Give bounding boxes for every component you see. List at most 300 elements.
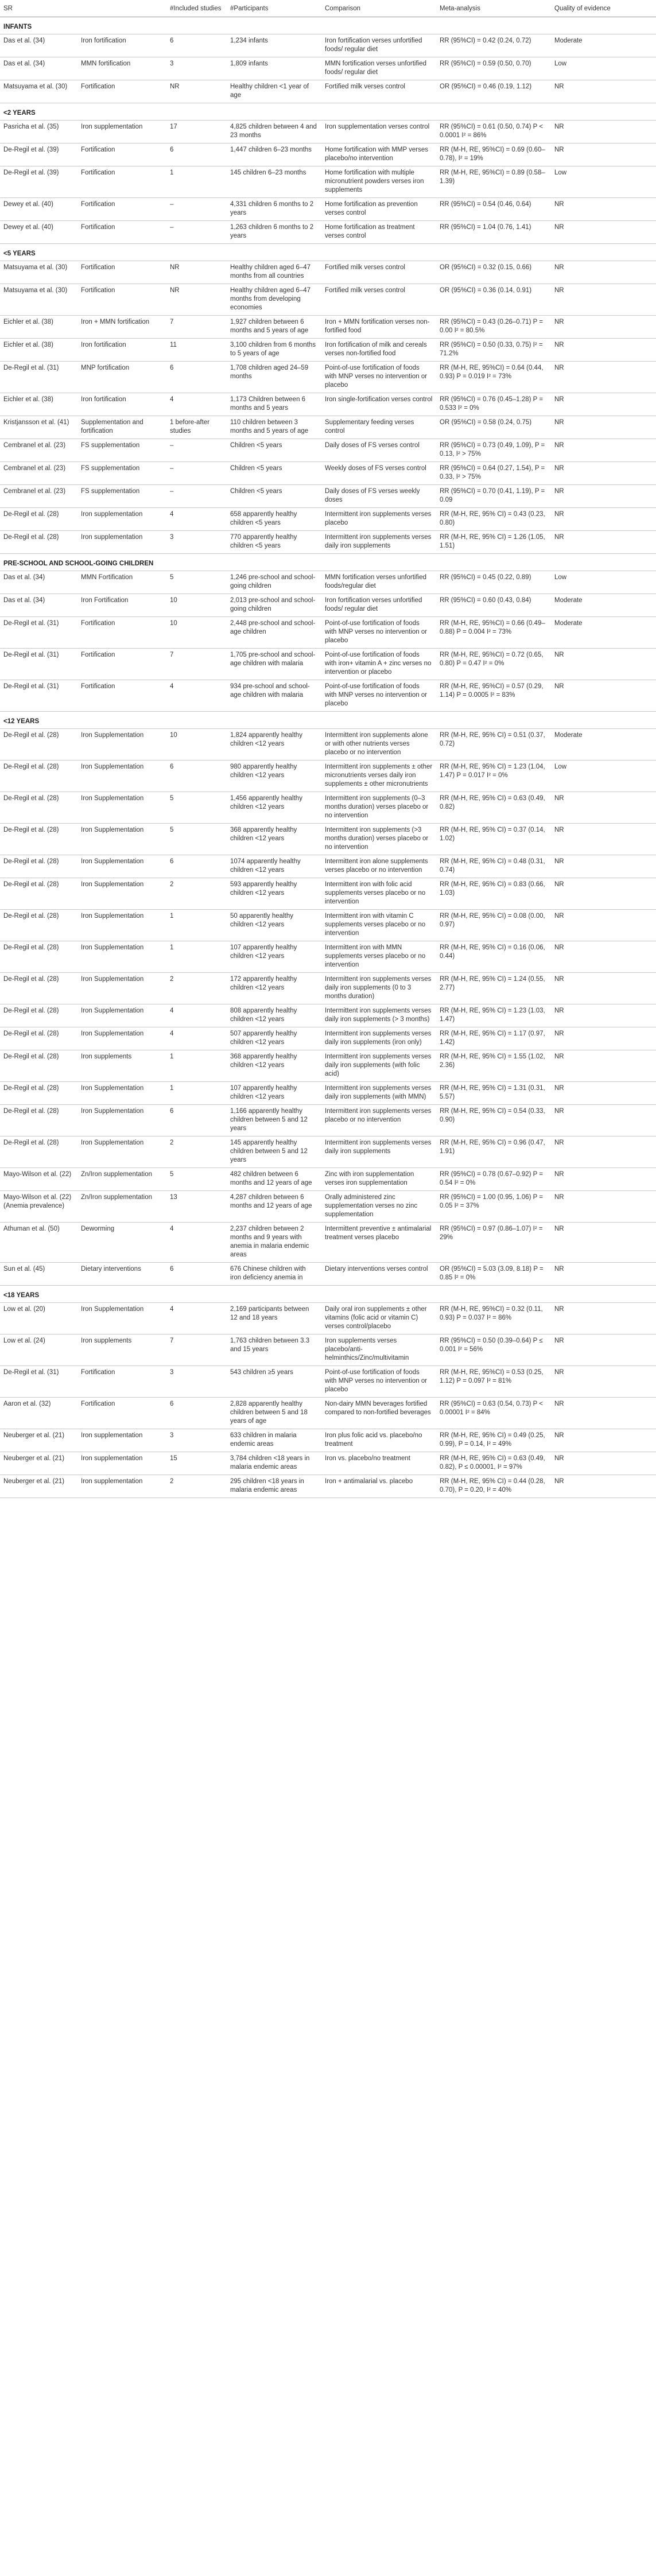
cell-comparison: Fortified milk verses control <box>321 284 436 316</box>
cell-sr: De-Regil et al. (28) <box>0 729 77 761</box>
table-row <box>0 416 656 439</box>
cell-meta-analysis: RR (95%CI) = 0.50 (0.39–0.64) P ≤ 0.001 I² = 56% <box>436 1334 551 1366</box>
cell-comparison: Intermittent preventive ± antimalarial treatment verses placebo <box>321 1223 436 1263</box>
cell-included-studies: 4 <box>166 1303 227 1334</box>
table-row <box>0 261 656 284</box>
cell-sr: De-Regil et al. (28) <box>0 792 77 824</box>
section-row <box>0 554 656 571</box>
cell-meta-analysis: RR (M-H, RE, 95% CI) = 0.54 (0.33, 0.90) <box>436 1105 551 1136</box>
cell-participants: 593 apparently healthy children <12 years <box>227 878 321 910</box>
cell-comparison: Point-of-use fortification of foods with MNP verses no intervention or placebo <box>321 680 436 712</box>
cell-meta-analysis: RR (95%CI) = 0.42 (0.24, 0.72) <box>436 34 551 57</box>
cell-sr: Low et al. (24) <box>0 1334 77 1366</box>
section-row <box>0 17 656 34</box>
cell-participants: Healthy children aged 6–47 months from all countries <box>227 261 321 284</box>
cell-comparison: Iron fortification verses unfortified foods/ regular diet <box>321 34 436 57</box>
cell-comparison: Dietary interventions verses control <box>321 1263 436 1286</box>
cell-comparison: Home fortification as treatment verses control <box>321 221 436 244</box>
cell-included-studies: – <box>166 462 227 485</box>
cell-intervention: Iron supplementation <box>77 121 166 143</box>
cell-participants: 1,234 infants <box>227 34 321 57</box>
cell-included-studies: 6 <box>166 855 227 878</box>
cell-intervention: Zn/Iron supplementation <box>77 1168 166 1191</box>
cell-participants: 482 children between 6 months and 12 years of age <box>227 1168 321 1191</box>
cell-sr: De-Regil et al. (28) <box>0 878 77 910</box>
table-row <box>0 34 656 57</box>
cell-intervention: Iron supplementation <box>77 1475 166 1498</box>
cell-comparison: Intermittent iron supplements verses daily iron supplements (iron only) <box>321 1027 436 1050</box>
cell-quality: NR <box>551 1366 656 1398</box>
cell-participants: 633 children in malaria endemic areas <box>227 1429 321 1452</box>
cell-quality: NR <box>551 855 656 878</box>
cell-comparison: Point-of-use fortification of foods with MNP verses no intervention or placebo <box>321 362 436 393</box>
cell-included-studies: – <box>166 221 227 244</box>
cell-quality: NR <box>551 1191 656 1223</box>
cell-participants: Healthy children <1 year of age <box>227 80 321 103</box>
cell-meta-analysis: RR (M-H, RE, 95% CI) = 0.16 (0.06, 0.44) <box>436 941 551 973</box>
cell-participants: 2,448 pre-school and school-age children <box>227 617 321 649</box>
cell-comparison: Home fortification with multiple micronutrient powders verses iron supplements <box>321 166 436 198</box>
cell-comparison: Intermittent iron alone supplements verses placebo or no intervention <box>321 855 436 878</box>
table-row <box>0 1263 656 1286</box>
cell-intervention: Fortification <box>77 1398 166 1429</box>
cell-included-studies: 6 <box>166 1105 227 1136</box>
cell-participants: 980 apparently healthy children <12 years <box>227 761 321 792</box>
cell-included-studies: 4 <box>166 1027 227 1050</box>
table-row <box>0 393 656 416</box>
table-row <box>0 1027 656 1050</box>
cell-intervention: Iron Supplementation <box>77 729 166 761</box>
cell-intervention: Iron Supplementation <box>77 941 166 973</box>
cell-sr: Dewey et al. (40) <box>0 198 77 221</box>
cell-comparison: Weekly doses of FS verses control <box>321 462 436 485</box>
table-row <box>0 57 656 80</box>
cell-sr: De-Regil et al. (28) <box>0 1105 77 1136</box>
header-quality: Quality of evidence <box>551 0 656 17</box>
table-row <box>0 143 656 166</box>
cell-quality: NR <box>551 649 656 680</box>
cell-participants: 1,763 children between 3.3 and 15 years <box>227 1334 321 1366</box>
table-row <box>0 198 656 221</box>
cell-participants: 2,237 children between 2 months and 9 years with anemia in malaria endemic areas <box>227 1223 321 1263</box>
table-row <box>0 485 656 508</box>
cell-participants: 295 children <18 years in malaria endemic areas <box>227 1475 321 1498</box>
cell-participants: 3,784 children <18 years in malaria endemic areas <box>227 1452 321 1475</box>
cell-participants: 145 apparently healthy children between 5 and 12 years <box>227 1136 321 1168</box>
cell-meta-analysis: RR (95%CI) = 0.45 (0.22, 0.89) <box>436 571 551 594</box>
cell-participants: 4,331 children 6 months to 2 years <box>227 198 321 221</box>
table-row <box>0 878 656 910</box>
cell-sr: Das et al. (34) <box>0 571 77 594</box>
cell-included-studies: 6 <box>166 34 227 57</box>
cell-intervention: Deworming <box>77 1223 166 1263</box>
cell-comparison: Intermittent iron with vitamin C supplements verses placebo or no intervention <box>321 910 436 941</box>
table-row <box>0 508 656 531</box>
cell-quality: NR <box>551 261 656 284</box>
cell-included-studies: 2 <box>166 1475 227 1498</box>
cell-sr: De-Regil et al. (39) <box>0 143 77 166</box>
cell-quality: NR <box>551 416 656 439</box>
cell-meta-analysis: OR (95%CI) = 0.36 (0.14, 0.91) <box>436 284 551 316</box>
cell-comparison: MMN fortification verses unfortified foods/regular diet <box>321 571 436 594</box>
cell-intervention: Iron supplementation <box>77 1429 166 1452</box>
cell-meta-analysis: RR (95%CI) = 0.97 (0.86–1.07) I² = 29% <box>436 1223 551 1263</box>
cell-sr: Matsuyama et al. (30) <box>0 284 77 316</box>
section-title: <12 YEARS <box>0 712 656 729</box>
cell-intervention: Iron supplementation <box>77 1452 166 1475</box>
cell-meta-analysis: OR (95%CI) = 0.58 (0.24, 0.75) <box>436 416 551 439</box>
cell-sr: De-Regil et al. (31) <box>0 680 77 712</box>
table-row <box>0 761 656 792</box>
cell-comparison: Intermittent iron supplements verses daily iron supplements (with MMN) <box>321 1082 436 1105</box>
cell-sr: Eichler et al. (38) <box>0 393 77 416</box>
cell-meta-analysis: RR (95%CI) = 0.60 (0.43, 0.84) <box>436 594 551 617</box>
table-row <box>0 1475 656 1498</box>
cell-participants: 2,013 pre-school and school-going children <box>227 594 321 617</box>
cell-sr: Cembranel et al. (23) <box>0 485 77 508</box>
cell-intervention: FS supplementation <box>77 439 166 462</box>
cell-sr: Kristjansson et al. (41) <box>0 416 77 439</box>
cell-meta-analysis: RR (95%CI) = 0.50 (0.33, 0.75) I² = 71.2% <box>436 339 551 362</box>
cell-intervention: Iron Supplementation <box>77 910 166 941</box>
cell-comparison: Iron plus folic acid vs. placebo/no treatment <box>321 1429 436 1452</box>
cell-included-studies: 4 <box>166 1223 227 1263</box>
table-row <box>0 1050 656 1082</box>
cell-comparison: Intermittent iron supplements verses daily iron supplements (0 to 3 months duration) <box>321 973 436 1004</box>
cell-meta-analysis: RR (95%CI) = 0.63 (0.54, 0.73) P < 0.00001 I² = 84% <box>436 1398 551 1429</box>
cell-sr: De-Regil et al. (28) <box>0 910 77 941</box>
cell-meta-analysis: OR (95%CI) = 5.03 (3.09, 8.18) P = 0.85 I² = 0% <box>436 1263 551 1286</box>
cell-intervention: Iron Supplementation <box>77 878 166 910</box>
cell-intervention: Iron supplementation <box>77 531 166 554</box>
cell-sr: De-Regil et al. (31) <box>0 617 77 649</box>
cell-participants: 934 pre-school and school-age children with malaria <box>227 680 321 712</box>
cell-sr: Das et al. (34) <box>0 57 77 80</box>
cell-sr: De-Regil et al. (28) <box>0 508 77 531</box>
header-included-studies: #Included studies <box>166 0 227 17</box>
cell-intervention: Iron supplements <box>77 1334 166 1366</box>
table-row <box>0 973 656 1004</box>
cell-comparison: Intermittent iron supplements alone or with other nutrients verses placebo or no intervention <box>321 729 436 761</box>
cell-quality: NR <box>551 878 656 910</box>
cell-included-studies: 2 <box>166 973 227 1004</box>
cell-intervention: Iron supplements <box>77 1050 166 1082</box>
cell-quality: NR <box>551 1082 656 1105</box>
cell-intervention: Iron Supplementation <box>77 792 166 824</box>
cell-quality: NR <box>551 393 656 416</box>
cell-participants: 145 children 6–23 months <box>227 166 321 198</box>
cell-intervention: Supplementation and fortification <box>77 416 166 439</box>
cell-included-studies: 1 <box>166 166 227 198</box>
cell-quality: NR <box>551 1263 656 1286</box>
cell-sr: Low et al. (20) <box>0 1303 77 1334</box>
cell-intervention: Iron Supplementation <box>77 1105 166 1136</box>
cell-meta-analysis: RR (M-H, RE, 95% CI) = 0.37 (0.14, 1.02) <box>436 824 551 855</box>
cell-comparison: Intermittent iron supplements verses placebo <box>321 508 436 531</box>
cell-participants: 4,825 children between 4 and 23 months <box>227 121 321 143</box>
table-row <box>0 339 656 362</box>
cell-participants: 1,705 pre-school and school-age children with malaria <box>227 649 321 680</box>
cell-comparison: Iron vs. placebo/no treatment <box>321 1452 436 1475</box>
cell-included-studies: 4 <box>166 508 227 531</box>
cell-quality: NR <box>551 121 656 143</box>
cell-included-studies: 7 <box>166 1334 227 1366</box>
cell-sr: Aaron et al. (32) <box>0 1398 77 1429</box>
cell-sr: Eichler et al. (38) <box>0 316 77 339</box>
cell-meta-analysis: RR (M-H, RE, 95% CI) = 1.23 (1.03, 1.47) <box>436 1004 551 1027</box>
cell-intervention: Fortification <box>77 617 166 649</box>
cell-included-studies: 6 <box>166 143 227 166</box>
cell-participants: 107 apparently healthy children <12 years <box>227 1082 321 1105</box>
cell-comparison: Home fortification as prevention verses control <box>321 198 436 221</box>
cell-included-studies: 5 <box>166 792 227 824</box>
table-row <box>0 910 656 941</box>
cell-participants: 676 Chinese children with iron deficiency anemia in <box>227 1263 321 1286</box>
cell-intervention: MMN Fortification <box>77 571 166 594</box>
table-body <box>0 17 656 1498</box>
cell-intervention: Fortification <box>77 1366 166 1398</box>
table-row <box>0 121 656 143</box>
table-row <box>0 941 656 973</box>
cell-meta-analysis: RR (95%CI) = 0.64 (0.27, 1.54), P = 0.33, I² > 75% <box>436 462 551 485</box>
cell-quality: NR <box>551 508 656 531</box>
cell-comparison: Point-of-use fortification of foods with MNP verses no intervention or placebo <box>321 617 436 649</box>
cell-meta-analysis: RR (M-H, RE, 95% CI) = 1.24 (0.55, 2.77) <box>436 973 551 1004</box>
cell-sr: Neuberger et al. (21) <box>0 1429 77 1452</box>
section-title: PRE-SCHOOL AND SCHOOL-GOING CHILDREN <box>0 554 656 571</box>
cell-participants: 507 apparently healthy children <12 years <box>227 1027 321 1050</box>
cell-intervention: FS supplementation <box>77 485 166 508</box>
cell-meta-analysis: RR (95%CI) = 0.59 (0.50, 0.70) <box>436 57 551 80</box>
cell-participants: 110 children between 3 months and 5 years of age <box>227 416 321 439</box>
cell-quality: Low <box>551 761 656 792</box>
cell-included-studies: 3 <box>166 57 227 80</box>
cell-included-studies: 13 <box>166 1191 227 1223</box>
table-row <box>0 855 656 878</box>
cell-included-studies: NR <box>166 80 227 103</box>
table-row <box>0 594 656 617</box>
header-participants: #Participants <box>227 0 321 17</box>
table-row <box>0 362 656 393</box>
cell-intervention: Fortification <box>77 284 166 316</box>
cell-meta-analysis: OR (95%CI) = 0.32 (0.15, 0.66) <box>436 261 551 284</box>
cell-quality: NR <box>551 1050 656 1082</box>
cell-meta-analysis: RR (M-H, RE, 95% CI) = 0.49 (0.25, 0.99), P = 0.14, I² = 49% <box>436 1429 551 1452</box>
cell-participants: 172 apparently healthy children <12 years <box>227 973 321 1004</box>
cell-quality: NR <box>551 439 656 462</box>
cell-sr: De-Regil et al. (28) <box>0 973 77 1004</box>
cell-quality: Moderate <box>551 594 656 617</box>
cell-meta-analysis: RR (95%CI) = 0.70 (0.41, 1.19), P = 0.09 <box>436 485 551 508</box>
cell-comparison: Intermittent iron supplements verses daily iron supplements <box>321 531 436 554</box>
header-sr: SR <box>0 0 77 17</box>
cell-meta-analysis: RR (M-H, RE, 95% CI) = 1.31 (0.31, 5.57) <box>436 1082 551 1105</box>
cell-intervention: Fortification <box>77 80 166 103</box>
cell-comparison: Iron fortification verses unfortified foods/ regular diet <box>321 594 436 617</box>
table-row <box>0 729 656 761</box>
cell-included-studies: 11 <box>166 339 227 362</box>
cell-participants: 50 apparently healthy children <12 years <box>227 910 321 941</box>
cell-participants: 3,100 children from 6 months to 5 years of age <box>227 339 321 362</box>
cell-quality: NR <box>551 910 656 941</box>
cell-intervention: MMN fortification <box>77 57 166 80</box>
cell-included-studies: NR <box>166 284 227 316</box>
cell-participants: 1,824 apparently healthy children <12 years <box>227 729 321 761</box>
cell-participants: 1,708 children aged 24–59 months <box>227 362 321 393</box>
cell-sr: Eichler et al. (38) <box>0 339 77 362</box>
section-row <box>0 1286 656 1303</box>
cell-sr: Mayo-Wilson et al. (22) <box>0 1168 77 1191</box>
cell-meta-analysis: RR (M-H, RE, 95%CI) = 0.53 (0.25, 1.12) P = 0.097 I² = 81% <box>436 1366 551 1398</box>
cell-included-studies: – <box>166 198 227 221</box>
cell-meta-analysis: RR (M-H, RE, 95% CI) = 1.55 (1.02, 2.36) <box>436 1050 551 1082</box>
cell-quality: NR <box>551 792 656 824</box>
cell-sr: Matsuyama et al. (30) <box>0 261 77 284</box>
cell-included-studies: 10 <box>166 729 227 761</box>
cell-meta-analysis: RR (M-H, RE, 95% CI) = 0.43 (0.23, 0.80) <box>436 508 551 531</box>
cell-comparison: Daily oral iron supplements ± other vitamins (folic acid or vitamin C) verses control/placebo <box>321 1303 436 1334</box>
cell-participants: 1,263 children 6 months to 2 years <box>227 221 321 244</box>
cell-meta-analysis: RR (M-H, RE, 95% CI) = 1.17 (0.97, 1.42) <box>436 1027 551 1050</box>
cell-comparison: Intermittent iron supplements verses daily iron supplements (> 3 months) <box>321 1004 436 1027</box>
cell-sr: De-Regil et al. (39) <box>0 166 77 198</box>
table-row <box>0 284 656 316</box>
cell-intervention: Iron fortification <box>77 393 166 416</box>
cell-meta-analysis: RR (M-H, RE, 95% CI) = 0.63 (0.49, 0.82), P ≤ 0.00001, I² = 97% <box>436 1452 551 1475</box>
cell-sr: De-Regil et al. (28) <box>0 1082 77 1105</box>
cell-quality: NR <box>551 1105 656 1136</box>
table-row <box>0 531 656 554</box>
cell-comparison: Iron + MMN fortification verses non-fortified food <box>321 316 436 339</box>
cell-intervention: Iron + MMN fortification <box>77 316 166 339</box>
cell-intervention: Fortification <box>77 166 166 198</box>
table-row <box>0 1004 656 1027</box>
cell-meta-analysis: OR (95%CI) = 0.46 (0.19, 1.12) <box>436 80 551 103</box>
cell-intervention: Fortification <box>77 680 166 712</box>
cell-quality: NR <box>551 221 656 244</box>
cell-included-studies: – <box>166 485 227 508</box>
table-row <box>0 80 656 103</box>
header-meta-analysis: Meta-analysis <box>436 0 551 17</box>
cell-sr: De-Regil et al. (28) <box>0 761 77 792</box>
section-row <box>0 244 656 261</box>
cell-quality: NR <box>551 284 656 316</box>
table-row <box>0 617 656 649</box>
cell-comparison: Intermittent iron with folic acid supplements verses placebo or no intervention <box>321 878 436 910</box>
table-row <box>0 792 656 824</box>
cell-meta-analysis: RR (95%CI) = 0.54 (0.46, 0.64) <box>436 198 551 221</box>
cell-included-studies: NR <box>166 261 227 284</box>
cell-comparison: Supplementary feeding verses control <box>321 416 436 439</box>
cell-included-studies: 10 <box>166 594 227 617</box>
cell-included-studies: 1 <box>166 910 227 941</box>
cell-participants: Children <5 years <box>227 462 321 485</box>
cell-included-studies: 4 <box>166 680 227 712</box>
cell-quality: Moderate <box>551 729 656 761</box>
cell-included-studies: 17 <box>166 121 227 143</box>
cell-sr: De-Regil et al. (28) <box>0 1050 77 1082</box>
cell-comparison: Non-dairy MMN beverages fortified compared to non-fortified beverages <box>321 1398 436 1429</box>
cell-included-studies: 5 <box>166 571 227 594</box>
cell-quality: NR <box>551 143 656 166</box>
cell-sr: De-Regil et al. (28) <box>0 1136 77 1168</box>
cell-comparison: Iron fortification of milk and cereals verses non-fortified food <box>321 339 436 362</box>
cell-comparison: Daily doses of FS verses control <box>321 439 436 462</box>
cell-quality: NR <box>551 339 656 362</box>
cell-comparison: Intermittent iron supplements verses placebo or no intervention <box>321 1105 436 1136</box>
cell-quality: NR <box>551 531 656 554</box>
cell-meta-analysis: RR (95%CI) = 0.43 (0.26–0.71) P = 0.00 I² = 80.5% <box>436 316 551 339</box>
cell-included-studies: 3 <box>166 1429 227 1452</box>
cell-participants: 4,287 children between 6 months and 12 years of age <box>227 1191 321 1223</box>
cell-meta-analysis: RR (M-H, RE, 95% CI) = 0.44 (0.28, 0.70), P = 0.20, I² = 40% <box>436 1475 551 1498</box>
cell-comparison: Intermittent iron supplements ± other micronutrients verses daily iron supplements ± other micronutrients <box>321 761 436 792</box>
cell-intervention: Iron fortification <box>77 339 166 362</box>
cell-meta-analysis: RR (M-H, RE, 95% CI) = 1.26 (1.05, 1.51) <box>436 531 551 554</box>
cell-included-studies: 6 <box>166 761 227 792</box>
cell-intervention: FS supplementation <box>77 462 166 485</box>
cell-sr: Athuman et al. (50) <box>0 1223 77 1263</box>
cell-quality: NR <box>551 316 656 339</box>
cell-participants: 1,456 apparently healthy children <12 years <box>227 792 321 824</box>
cell-included-studies: 7 <box>166 649 227 680</box>
cell-comparison: MMN fortification verses unfortified foods/ regular diet <box>321 57 436 80</box>
cell-participants: Children <5 years <box>227 439 321 462</box>
cell-comparison: Intermittent iron supplements (0–3 months duration) verses placebo or no intervention <box>321 792 436 824</box>
cell-included-studies: 6 <box>166 1263 227 1286</box>
cell-included-studies: 5 <box>166 824 227 855</box>
cell-comparison: Iron supplementation verses control <box>321 121 436 143</box>
cell-quality: NR <box>551 680 656 712</box>
cell-sr: Cembranel et al. (23) <box>0 462 77 485</box>
cell-sr: De-Regil et al. (28) <box>0 855 77 878</box>
cell-intervention: Iron Supplementation <box>77 824 166 855</box>
cell-comparison: Point-of-use fortification of foods with iron+ vitamin A + zinc verses no intervention or placebo <box>321 649 436 680</box>
cell-meta-analysis: RR (95%CI) = 0.73 (0.49, 1.09), P = 0.13, I² > 75% <box>436 439 551 462</box>
cell-comparison: Iron single-fortification verses control <box>321 393 436 416</box>
cell-intervention: Iron Fortification <box>77 594 166 617</box>
cell-quality: NR <box>551 1429 656 1452</box>
cell-participants: Children <5 years <box>227 485 321 508</box>
section-row <box>0 103 656 121</box>
cell-sr: Das et al. (34) <box>0 594 77 617</box>
cell-sr: De-Regil et al. (28) <box>0 531 77 554</box>
table-row <box>0 1334 656 1366</box>
section-title: <2 YEARS <box>0 103 656 121</box>
table-row <box>0 166 656 198</box>
cell-quality: NR <box>551 362 656 393</box>
cell-included-studies: 15 <box>166 1452 227 1475</box>
cell-included-studies: 1 <box>166 941 227 973</box>
cell-participants: 107 apparently healthy children <12 years <box>227 941 321 973</box>
cell-quality: NR <box>551 824 656 855</box>
cell-meta-analysis: RR (M-H, RE, 95%CI) = 0.66 (0.49–0.88) P = 0.004 I² = 73% <box>436 617 551 649</box>
cell-quality: NR <box>551 1475 656 1498</box>
cell-quality: Low <box>551 57 656 80</box>
cell-participants: 1,166 apparently healthy children between 5 and 12 years <box>227 1105 321 1136</box>
cell-quality: NR <box>551 1398 656 1429</box>
table-row <box>0 1452 656 1475</box>
cell-comparison: Intermittent iron with MMN supplements verses placebo or no intervention <box>321 941 436 973</box>
cell-intervention: Iron Supplementation <box>77 973 166 1004</box>
cell-participants: 543 children ≥5 years <box>227 1366 321 1398</box>
cell-sr: Neuberger et al. (21) <box>0 1475 77 1498</box>
cell-quality: NR <box>551 941 656 973</box>
cell-included-studies: – <box>166 439 227 462</box>
section-title: <5 YEARS <box>0 244 656 261</box>
header-comparison: Comparison <box>321 0 436 17</box>
cell-comparison: Orally administered zinc supplementation verses no zinc supplementation <box>321 1191 436 1223</box>
